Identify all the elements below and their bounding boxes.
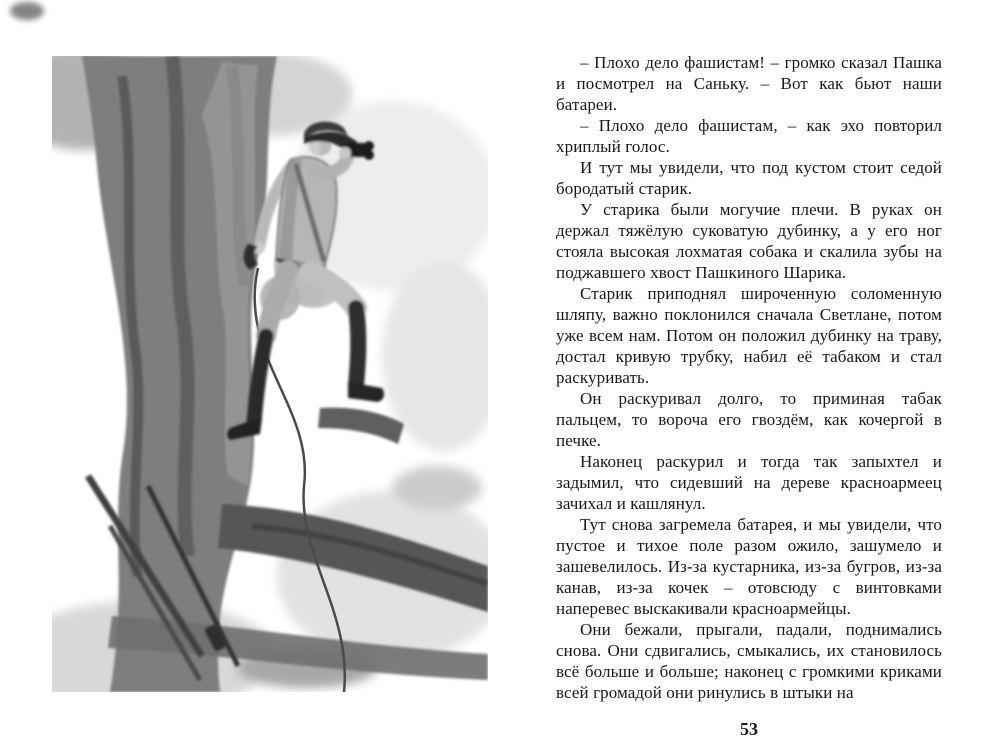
soldier-in-tree-illustration [52, 56, 488, 692]
paragraph: Старик приподнял широченную соломенную шляпу, важно поклонился сначала Светлане, потом уже всем нам. Потом он положил дубинку на траву, достал кривую трубку, набил её табаком и стал раскуривать. [556, 284, 942, 387]
page-number: 53 [740, 719, 758, 739]
left-page [52, 56, 488, 692]
story-text [556, 52, 942, 703]
paragraph: Наконец раскурил и тогда так запыхтел и задымил, что сидевший на дереве красноармеец зачихал и кашлянул. [556, 452, 942, 513]
paragraph: И тут мы увидели, что под кустом стоит седой бородатый старик. [556, 158, 942, 198]
paragraph: Он раскуривал долго, то приминая табак пальцем, то вороча его гвоздём, как кочергой в печке. [556, 389, 942, 450]
paragraph: – Плохо дело фашистам, – как эхо повторил хриплый голос. [556, 116, 942, 156]
paragraph: – Плохо дело фашистам! – громко сказал Пашка и посмотрел на Саньку. – Вот как бьют наши батареи. [556, 53, 942, 114]
right-page [556, 52, 942, 740]
paragraph: Тут снова загремела батарея, и мы увидели, что пустое и тихое поле разом ожило, зашумело и зашевелилось. Из-за кустарника, из-за бугров, из-за канав, из-за кочек – отовсюду с винтовками наперевес выскакивали красноармейцы. [556, 515, 942, 618]
paragraph: У старика были могучие плечи. В руках он держал тяжёлую суковатую дубинку, а у его ног стояла высокая лохматая собака и скалила зубы на поджавшего хвост Пашкиного Шарика. [556, 200, 942, 282]
paragraph: Они бежали, прыгали, падали, поднимались снова. Они сдвигались, смыкались, их становилось всё больше и больше; наконец с громкими криками всей громадой они ринулись в штыки на [556, 620, 942, 702]
scan-artifact [10, 2, 44, 20]
illustration-svg [52, 56, 488, 692]
